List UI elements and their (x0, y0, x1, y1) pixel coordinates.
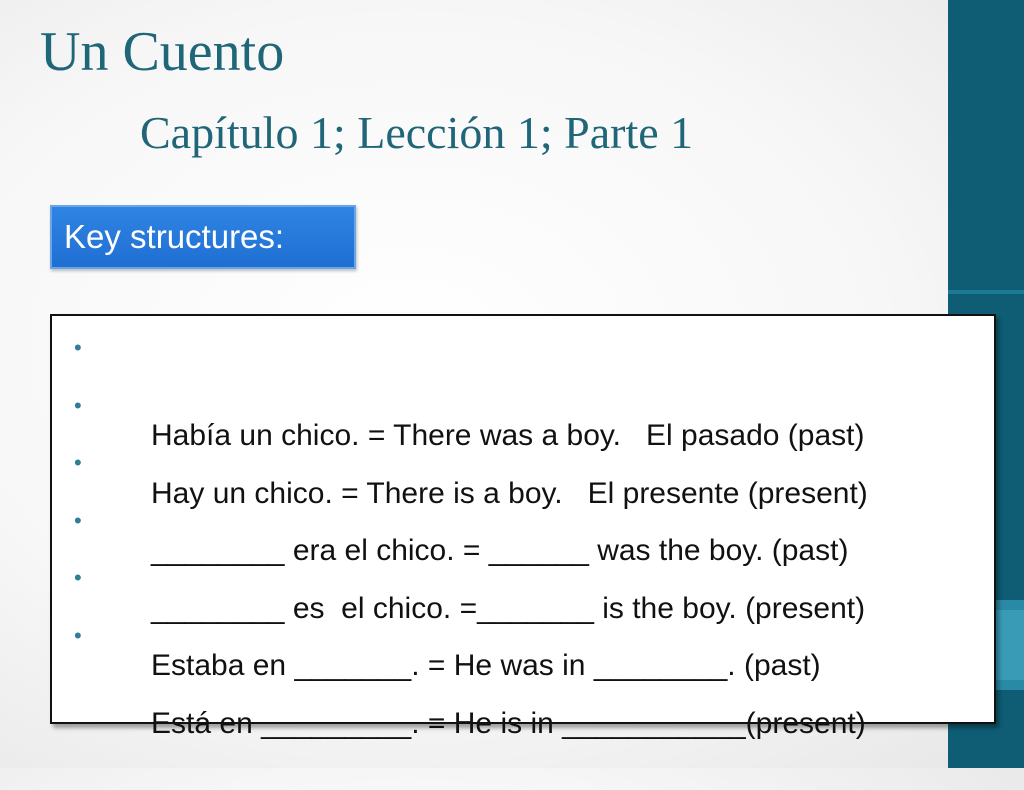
bullet-text: ________ es el chico. =_______ is the boy. (present) (151, 591, 866, 625)
bullet-item (74, 326, 868, 452)
bullet-text: Estaba en _______. = He was in ________. (past) (151, 649, 821, 682)
bullet-dot-icon: • (74, 450, 82, 475)
slide-title: Un Cuento (40, 21, 285, 83)
bullet-item (74, 499, 868, 625)
bullet-text: Hay un chico. = There is a boy. El presente (present) (151, 476, 868, 510)
bullet-item (74, 384, 868, 510)
bullet-item (74, 441, 868, 567)
bullet-text: ________ era el chico. = ______ was the boy. (past) (151, 534, 849, 567)
accent-strip (948, 290, 1024, 294)
content-box (50, 314, 996, 740)
bullet-text: Había un chico. = There was a boy. El pasado (past) (151, 419, 865, 452)
bullet-item (74, 556, 868, 682)
bullet-list (74, 326, 868, 740)
bullet-dot-icon: • (74, 335, 82, 360)
bullet-dot-icon: • (74, 507, 82, 533)
bullet-dot-icon: • (74, 622, 82, 648)
slide-subtitle: Capítulo 1; Lección 1; Parte 1 (140, 107, 694, 158)
bullet-dot-icon: • (74, 392, 82, 418)
bullet-dot-icon: • (74, 565, 82, 590)
bullet-text: Está en _________. = He is in ___________(present) (151, 706, 866, 740)
bullet-item (74, 614, 868, 740)
key-structures-label: Key structures: (50, 205, 356, 269)
